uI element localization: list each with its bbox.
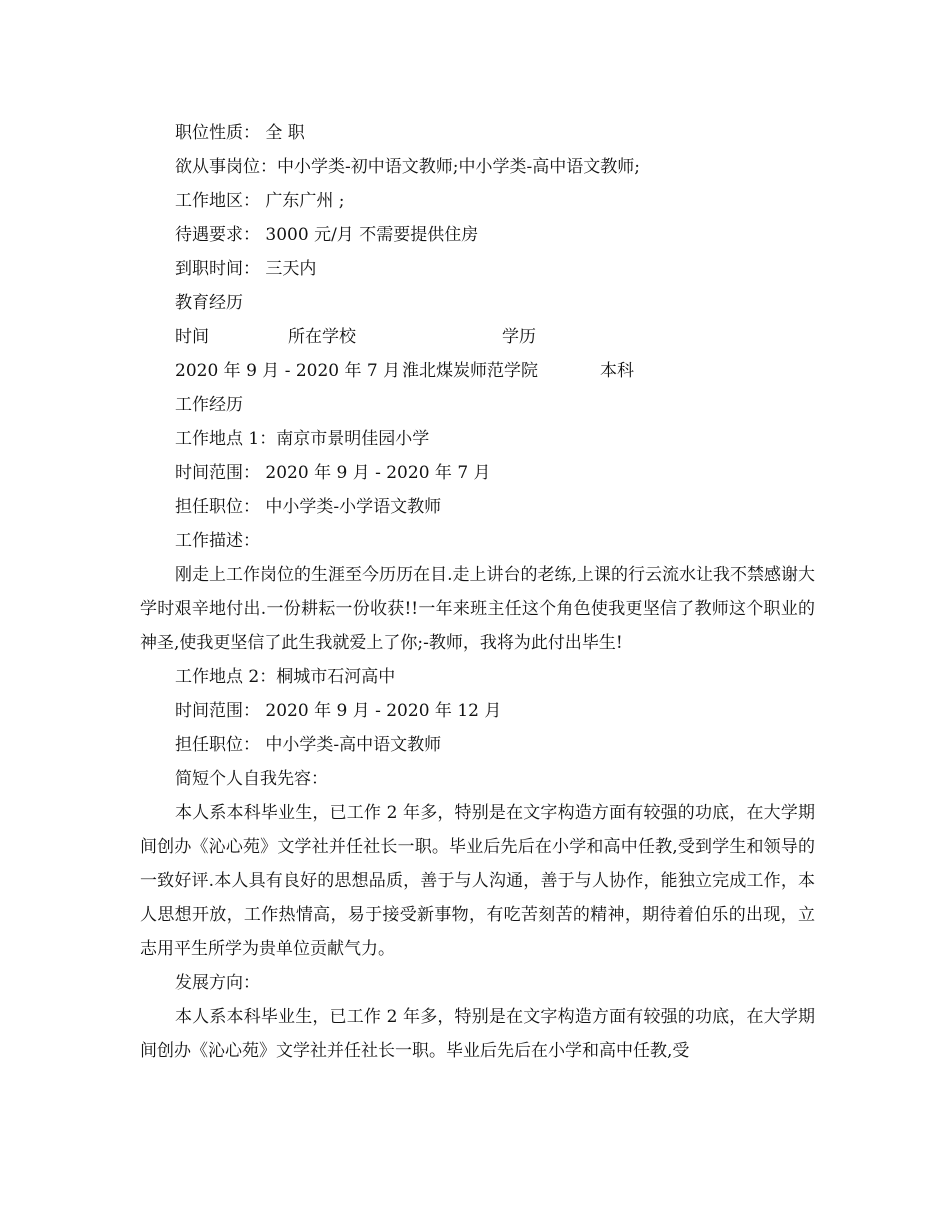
education-col-degree: 学历 xyxy=(502,327,536,347)
education-school: 淮北煤炭师范学院 xyxy=(402,361,538,381)
education-header-row xyxy=(140,320,815,354)
self-intro-label: 简短个人自我先容： xyxy=(175,769,328,789)
education-time: 2020 年 9 月 - 2020 年 7 月 xyxy=(175,361,401,381)
development-text: 本人系本科毕业生，已工作 2 年多，特别是在文字构造方面有较强的功底，在大学期间创办《沁心苑》文学社并任社长一职。毕业后先后在小学和高中任教,受 xyxy=(140,1007,815,1061)
work1-position: 担任职位： 中小学类-小学语文教师 xyxy=(175,497,442,517)
work2-range: 时间范围： 2020 年 9 月 - 2020 年 12 月 xyxy=(175,701,502,721)
job-nature: 职位性质： 全 职 xyxy=(175,123,305,143)
work-region: 工作地区： 广东广州 ; xyxy=(175,191,345,211)
start-time: 到职时间： 三天内 xyxy=(175,259,317,279)
education-col-time: 时间 xyxy=(175,327,209,347)
work1-range: 时间范围： 2020 年 9 月 - 2020 年 7 月 xyxy=(175,463,491,483)
education-col-school: 所在学校 xyxy=(288,327,356,347)
work1-place: 工作地点 1：南京市景明佳园小学 xyxy=(175,429,430,449)
work1-description: 刚走上工作岗位的生涯至今历历在目.走上讲台的老练,上课的行云流水让我不禁感谢大学时艰辛地付出.一份耕耘一份收获!!一年来班主任这个角色使我更坚信了教师这个职业的神圣,使我更坚信了此生我就爱上了你;-教师，我将为此付出毕生! xyxy=(140,565,815,653)
desired-post: 欲从事岗位：中小学类-初中语文教师;中小学类-高中语文教师; xyxy=(175,157,640,177)
education-heading: 教育经历 xyxy=(175,293,243,313)
development-label: 发展方向： xyxy=(175,973,260,993)
salary-requirement: 待遇要求： 3000 元/月 不需要提供住房 xyxy=(175,225,479,245)
self-intro-text: 本人系本科毕业生，已工作 2 年多，特别是在文字构造方面有较强的功底，在大学期间创办《沁心苑》文学社并任社长一职。毕业后先后在小学和高中任教,受到学生和领导的一致好评.本人具有良好的思想品质，善于与人沟通，善于与人协作，能独立完成工作，本人思想开放，工作热情高，易于接受新事物，有吃苦刻苦的精神，期待着伯乐的出现，立志用平生所学为贵单位贡献气力。 xyxy=(140,803,815,959)
education-row xyxy=(140,354,815,388)
work-heading: 工作经历 xyxy=(175,395,243,415)
education-degree: 本科 xyxy=(600,361,634,381)
work2-position: 担任职位： 中小学类-高中语文教师 xyxy=(175,735,442,755)
resume-page xyxy=(140,116,815,1068)
work2-place: 工作地点 2：桐城市石河高中 xyxy=(175,667,396,687)
work1-desc-label: 工作描述： xyxy=(175,531,260,551)
